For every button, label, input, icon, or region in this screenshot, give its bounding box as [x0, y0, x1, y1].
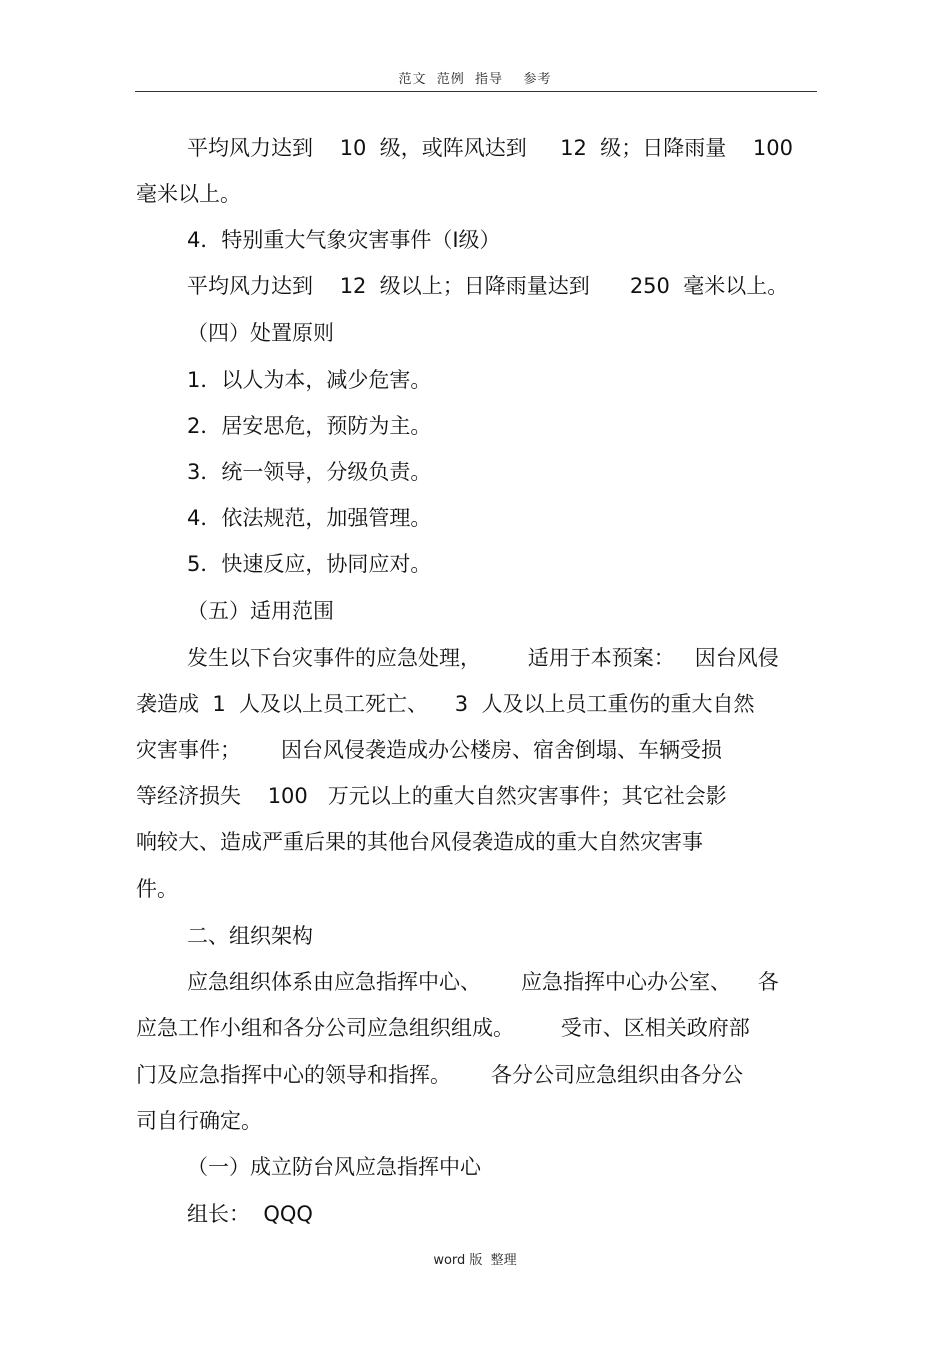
- paragraph-line: 应急组织体系由应急指挥中心、 应急指挥中心办公室、 各: [187, 970, 779, 994]
- list-item: 1．以人为本，减少危害。: [187, 368, 432, 392]
- section-heading: 二、组织架构: [187, 924, 313, 948]
- paragraph-line: 平均风力达到 10 级，或阵风达到 12 级；日降雨量 100: [187, 136, 794, 160]
- page-footer: word 版 整理: [433, 1253, 517, 1268]
- paragraph-line: 组长： QQQ: [187, 1202, 313, 1226]
- paragraph-line: 门及应急指挥中心的领导和指挥。 各分公司应急组织由各分公: [136, 1063, 744, 1087]
- section-heading: （一）成立防台风应急指挥中心: [187, 1155, 481, 1179]
- paragraph-line: 等经济损失 100 万元以上的重大自然灾害事件；其它社会影: [136, 784, 727, 808]
- paragraph-line: 应急工作小组和各分公司应急组织组成。 受市、区相关政府部: [136, 1016, 750, 1040]
- paragraph-line: 件。: [136, 877, 178, 901]
- list-item: 5．快速反应，协同应对。: [187, 552, 432, 576]
- paragraph-line: 发生以下台灾事件的应急处理， 适用于本预案： 因台风侵: [187, 646, 779, 670]
- list-item: 3．统一领导，分级负责。: [187, 460, 432, 484]
- list-item: 2．居安思危，预防为主。: [187, 414, 432, 438]
- page-header: 范文 范例 指导 参考: [398, 72, 552, 87]
- section-heading: （五）适用范围: [187, 599, 334, 623]
- paragraph-line: 平均风力达到 12 级以上；日降雨量达到 250 毫米以上。: [187, 274, 789, 298]
- section-heading: 4．特别重大气象灾害事件（Ⅰ级）: [187, 228, 501, 252]
- header-divider: [135, 91, 817, 92]
- section-heading: （四）处置原则: [187, 321, 334, 345]
- list-item: 4．依法规范，加强管理。: [187, 506, 432, 530]
- paragraph-line: 袭造成 1 人及以上员工死亡、 3 人及以上员工重伤的重大自然: [136, 692, 755, 716]
- paragraph-line: 灾害事件； 因台风侵袭造成办公楼房、宿舍倒塌、车辆受损: [136, 738, 723, 762]
- paragraph-line: 响较大、造成严重后果的其他台风侵袭造成的重大自然灾害事: [136, 830, 703, 854]
- paragraph-line: 毫米以上。: [136, 182, 241, 206]
- paragraph-line: 司自行确定。: [136, 1109, 262, 1133]
